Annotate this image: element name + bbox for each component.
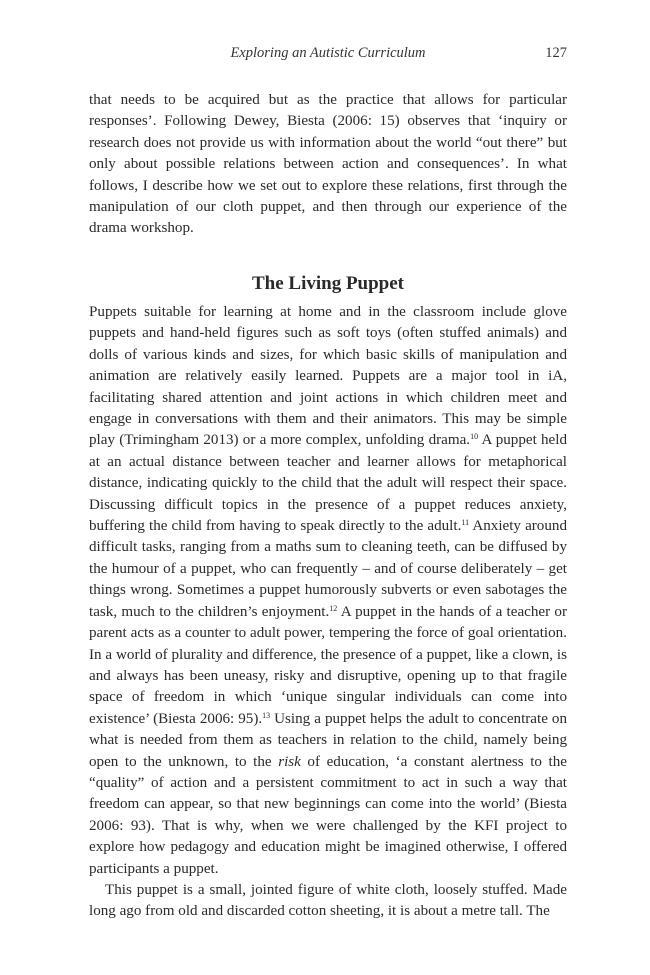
running-head (89, 45, 567, 65)
paragraph-text: of education, ‘a constant alertness to the “quality” of action and a persistent commitment to act in such a way that freedom can appear, so that new beginnings can come into the world’ (Biesta 2006: 93). That is why, when we were challenged by the KFI project to explore how pedagogy and education might be imagined otherwise, I offered participants a puppet. (89, 753, 568, 877)
paragraph-text: Puppets suitable for learning at home and in the classroom include glove puppets and hand-held figures such as soft toys (often stuffed animals) and dolls of various kinds and sizes, for which basic skills of manipulation and animation are relatively easily learned. Puppets are a major tool in iA, facilitating shared attention and joint actions in which children meet and engage in conversations with them and their animators. This may be simple play (Trimingham 2013) or a more complex, unfolding drama. (89, 304, 567, 449)
section-paragraph-2: This puppet is a small, jointed figure of white cloth, loosely stuffed. Made long ago from old and discarded cotton sheeting, it is about a metre tall. The (89, 881, 567, 920)
running-title: Exploring an Autistic Curriculum (230, 45, 426, 61)
footnote-ref-10[interactable]: 10 (470, 432, 479, 442)
section-paragraph-1 (89, 302, 567, 880)
section-text-block (89, 302, 567, 923)
paragraph-text: Anxiety around difficult tasks, ranging from a maths sum to cleaning teeth, can be diffused by the humour of a puppet, who can frequently – and of course deliberately – get things wrong. Sometimes a puppet humorously subverts or even sabotages the task, much to the children’s enjoyment. (89, 518, 567, 620)
section-heading: The Living Puppet (251, 272, 405, 294)
emphasis-risk: risk (278, 753, 301, 770)
paragraph-text: Using a puppet helps the adult to concentrate on what is needed from them as teachers in relation to the child, namely being open to the unknown, to the (89, 710, 567, 770)
page-number: 127 (545, 45, 567, 61)
paragraph-text: A puppet held at an actual distance between teacher and learner allows for metaphorical distance, indicating quickly to the child that the adult will respect their space. Discussing difficult topics in the presence of a puppet reduces anxiety, buffering the child from having to speak directly to the adult. (89, 432, 567, 535)
footnote-ref-12[interactable]: 12 (329, 603, 338, 613)
footnote-ref-11[interactable]: 11 (461, 518, 470, 528)
footnote-ref-13[interactable]: 13 (262, 710, 271, 720)
intro-paragraph: that needs to be acquired but as the practice that allows for particular responses’. Following Dewey, Biesta (2006: 15) observes that ‘inquiry or research does not provide us with information about the world “out there” but only about possible relations between action and consequences’. In what follows, I describe how we set out to explore these relations, first through the manipulation of our cloth puppet, and then through our experience of the drama workshop. (89, 92, 567, 237)
intro-text-block (89, 90, 567, 240)
paragraph-text: A puppet in the hands of a teacher or parent acts as a counter to adult power, tempering the force of goal orientation. In a world of plurality and difference, the presence of a puppet, like a clown, is and always has been uneasy, risky and disruptive, opening up to that fragile space of freedom in which ‘unique singular individuals can come into existence’ (Biesta 2006: 95). (89, 603, 567, 727)
